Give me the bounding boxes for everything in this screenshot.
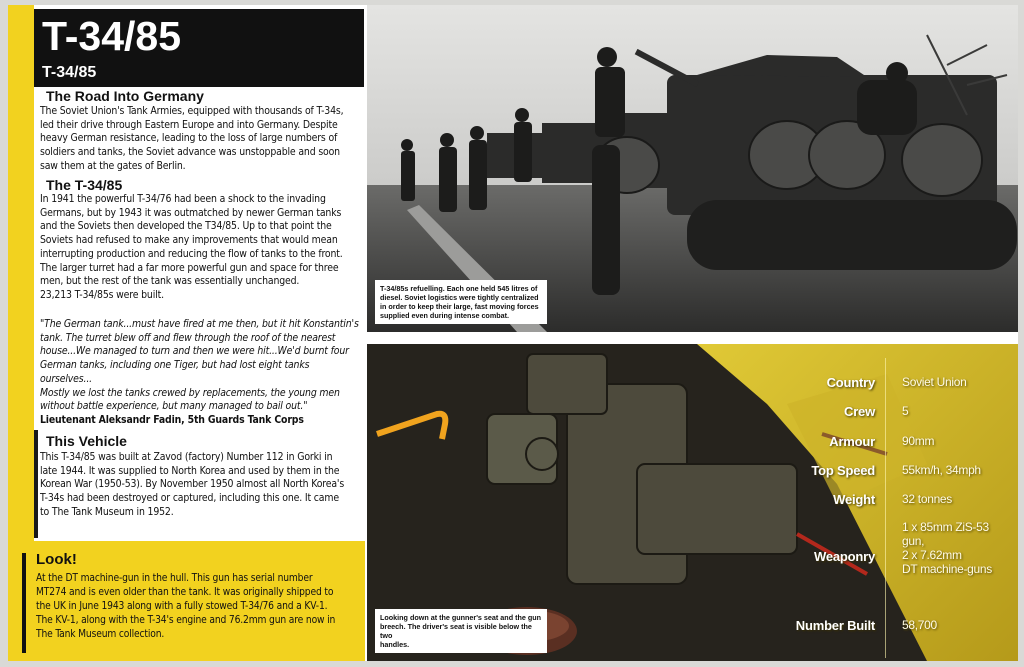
page-title: T-34/85 bbox=[42, 13, 182, 59]
look-paragraph bbox=[36, 572, 362, 642]
caption-line: supplied even during intense combat. bbox=[380, 311, 509, 320]
spec-label-weight: Weight bbox=[833, 492, 875, 507]
spec-value-line: DT machine-guns bbox=[902, 562, 992, 576]
text-column bbox=[8, 5, 365, 661]
text-line: MT274 and is even older than the tank. It was originally shipped to bbox=[36, 587, 334, 598]
top-photo-caption bbox=[375, 280, 547, 324]
text-line: soldiers and tanks, the Soviet advance was unstoppable and soon bbox=[40, 146, 340, 159]
text-line: heavy German resistance, leading to the loss of large numbers of bbox=[40, 132, 338, 145]
text-line: the UK in June 1943 along with a fully stowed T-34/76 and a KV-1. bbox=[36, 601, 328, 612]
text-line: The larger turret had a far more powerful gun and space for three bbox=[40, 261, 339, 274]
t34-paragraph bbox=[40, 193, 360, 303]
caption-line: breech. The driver's seat is visible below the two bbox=[380, 622, 532, 640]
spec-divider bbox=[885, 358, 886, 658]
text-line: house...We managed to turn and then we were hit...We'd burnt four bbox=[40, 345, 349, 358]
text-line: without battle experience, but many managed to bail out." bbox=[40, 400, 308, 413]
caption-line: handles. bbox=[380, 640, 410, 649]
title-block bbox=[34, 9, 364, 87]
caption-line: Looking down at the gunner's seat and the gun bbox=[380, 613, 542, 622]
caption-line: in order to keep their large, fast moving forces bbox=[380, 302, 539, 311]
look-callout bbox=[8, 541, 365, 661]
spec-value-top-speed: 55km/h, 34mph bbox=[902, 463, 981, 477]
spec-value-crew: 5 bbox=[902, 404, 909, 418]
text-line: and the Soviets then developed the T34/85. Up to that point the bbox=[40, 220, 332, 233]
heading-road-into-germany: The Road Into Germany bbox=[46, 88, 204, 104]
text-line: At the DT machine-gun in the hull. This gun has serial number bbox=[36, 573, 313, 584]
text-line: T-34s had been destroyed or captured, including this one. It came bbox=[40, 492, 339, 505]
page-subtitle: T-34/85 bbox=[42, 64, 97, 81]
spec-label-weaponry: Weaponry bbox=[813, 549, 875, 564]
spec-label-number-built: Number Built bbox=[795, 618, 875, 633]
spec-value-country: Soviet Union bbox=[902, 375, 967, 389]
text-line: led their drive through Eastern Europe and into Germany. Despite bbox=[40, 118, 338, 131]
heading-t34-85: The T-34/85 bbox=[46, 177, 123, 193]
text-line: In 1941 the powerful T-34/76 had been a shock to the invading bbox=[40, 193, 326, 205]
section-divider-bar bbox=[34, 430, 38, 538]
text-line: German tanks, including one Tiger, but had lost eight tanks ourselves... bbox=[40, 359, 310, 385]
heading-this-vehicle: This Vehicle bbox=[46, 433, 127, 449]
text-line: 23,213 T-34/85s were built. bbox=[40, 288, 164, 301]
spec-value-weight: 32 tonnes bbox=[902, 492, 953, 506]
spec-label-armour: Armour bbox=[829, 434, 875, 449]
bottom-photo-caption bbox=[375, 609, 547, 653]
spec-value-line: gun, bbox=[902, 534, 925, 548]
spec-value-line: 1 x 85mm ZiS-53 bbox=[902, 520, 989, 534]
text-line: The KV-1, along with the T-34's engine and 76.2mm gun are now in bbox=[36, 615, 336, 626]
text-line: The Tank Museum collection. bbox=[36, 629, 165, 640]
spec-value-weaponry bbox=[902, 520, 992, 576]
text-line: to The Tank Museum in 1952. bbox=[40, 505, 174, 518]
interior-photo bbox=[367, 344, 1018, 661]
text-line: interrupting production and reducing the flow of tanks to the front. bbox=[40, 247, 343, 260]
text-line: tank. The turret blew off and flew through the roof of the nearest bbox=[40, 331, 336, 344]
text-line: Soviets had refused to make any improvements that would mean bbox=[40, 234, 338, 247]
spec-label-top-speed: Top Speed bbox=[811, 463, 875, 478]
info-panel bbox=[8, 5, 1018, 661]
text-line: The Soviet Union's Tank Armies, equipped with thousands of T-34s, bbox=[40, 105, 344, 117]
vehicle-paragraph bbox=[40, 451, 360, 520]
text-line: Mostly we lost the tanks crewed by replacements, the young men bbox=[40, 386, 340, 399]
refuelling-photo bbox=[367, 5, 1018, 332]
callout-bar bbox=[22, 553, 26, 653]
spec-value-line: 2 x 7.62mm bbox=[902, 548, 962, 562]
text-line: Korean War (1950-53). By November 1950 almost all North Korea's bbox=[40, 478, 345, 491]
text-line: This T-34/85 was built at Zavod (factory) Number 112 in Gorki in bbox=[40, 451, 333, 463]
spec-label-country: Country bbox=[826, 375, 875, 390]
caption-line: T-34/85s refuelling. Each one held 545 litres of bbox=[380, 284, 538, 293]
spec-value-armour: 90mm bbox=[902, 434, 935, 448]
text-line: men, but the rest of the tank was essentially unchanged. bbox=[40, 275, 300, 288]
spec-label-crew: Crew bbox=[844, 404, 875, 419]
caption-line: diesel. Soviet logistics were tightly centralized bbox=[380, 293, 539, 302]
road-paragraph bbox=[40, 105, 360, 174]
text-line: Germans, but by 1943 it was outmatched by newer German tanks bbox=[40, 206, 342, 219]
quote-attribution: Lieutenant Aleksandr Fadin, 5th Guards Tank Corps bbox=[40, 413, 304, 426]
quote-paragraph bbox=[40, 318, 360, 428]
accent-strip bbox=[8, 5, 34, 541]
spec-value-number-built: 58,700 bbox=[902, 618, 937, 632]
text-line: "The German tank...must have fired at me then, but it hit Konstantin's bbox=[40, 318, 359, 330]
text-line: late 1944. It was supplied to North Korea and used by them in the bbox=[40, 464, 340, 477]
text-line: saw them at the gates of Berlin. bbox=[40, 159, 186, 172]
look-heading: Look! bbox=[36, 551, 77, 568]
